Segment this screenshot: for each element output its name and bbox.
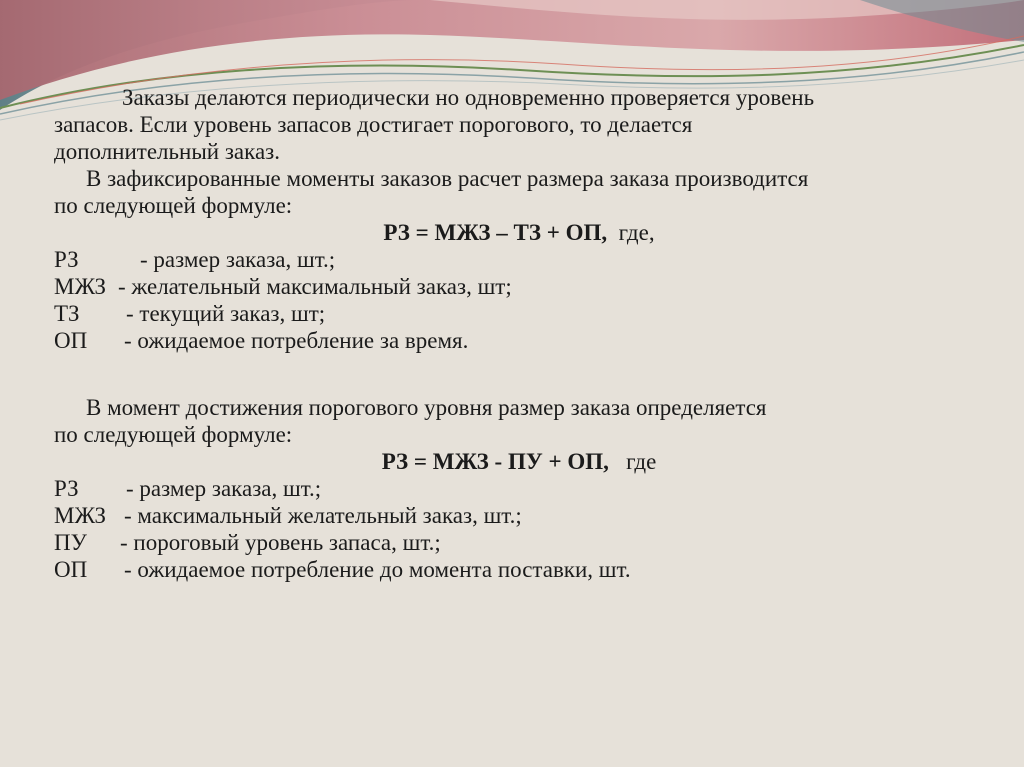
section2-formula-line <box>54 448 984 475</box>
section2-def-pz <box>54 475 984 502</box>
section2-formula: РЗ = МЖЗ - ПУ + ОП, <box>381 449 609 474</box>
def-text: - размер заказа, шт.; <box>140 247 336 272</box>
section1-formula-suffix: где, <box>607 220 655 245</box>
def-text: - ожидаемое потребление до момента поставки, шт. <box>124 557 631 582</box>
spacer <box>54 354 984 394</box>
section1-def-mzhz <box>54 273 984 300</box>
def-term: МЖЗ <box>54 274 107 299</box>
section1-lead-line-2: по следующей формуле: <box>54 193 293 218</box>
def-term: МЖЗ <box>54 503 107 528</box>
section1-formula: РЗ = МЖЗ – ТЗ + ОП, <box>383 220 608 245</box>
def-text: - размер заказа, шт.; <box>126 476 322 501</box>
intro-line-2: запасов. Если уровень запасов достигает порогового, то делается <box>54 112 693 137</box>
def-term: ТЗ <box>54 301 80 326</box>
def-text: - максимальный желательный заказ, шт.; <box>124 503 522 528</box>
section2-def-pu <box>54 529 984 556</box>
section2-def-op <box>54 556 984 583</box>
intro-line-1: Заказы делаются периодически но одновременно проверяется уровень <box>122 85 815 110</box>
section2-formula-suffix: где <box>608 449 657 474</box>
def-text: - ожидаемое потребление за время. <box>124 328 469 353</box>
section1-formula-line <box>54 219 984 246</box>
def-term: РЗ <box>54 247 79 272</box>
def-text: - текущий заказ, шт; <box>126 301 326 326</box>
def-term: ОП <box>54 328 88 353</box>
section1-def-pz <box>54 246 984 273</box>
section1-def-tz <box>54 300 984 327</box>
section1-lead-line-1: В зафиксированные моменты заказов расчет размера заказа производится <box>86 166 809 191</box>
section2-lead-line-2: по следующей формуле: <box>54 422 293 447</box>
section2-def-mzhz <box>54 502 984 529</box>
section1-def-op <box>54 327 984 354</box>
def-text: - желательный максимальный заказ, шт; <box>118 274 512 299</box>
intro-line-3: дополнительный заказ. <box>54 139 281 164</box>
def-text: - пороговый уровень запаса, шт.; <box>120 530 441 555</box>
def-term: ПУ <box>54 530 87 555</box>
section2-lead-line-1: В момент достижения порогового уровня размер заказа определяется <box>86 395 767 420</box>
def-term: РЗ <box>54 476 79 501</box>
def-term: ОП <box>54 557 88 582</box>
slide-body <box>54 84 984 583</box>
